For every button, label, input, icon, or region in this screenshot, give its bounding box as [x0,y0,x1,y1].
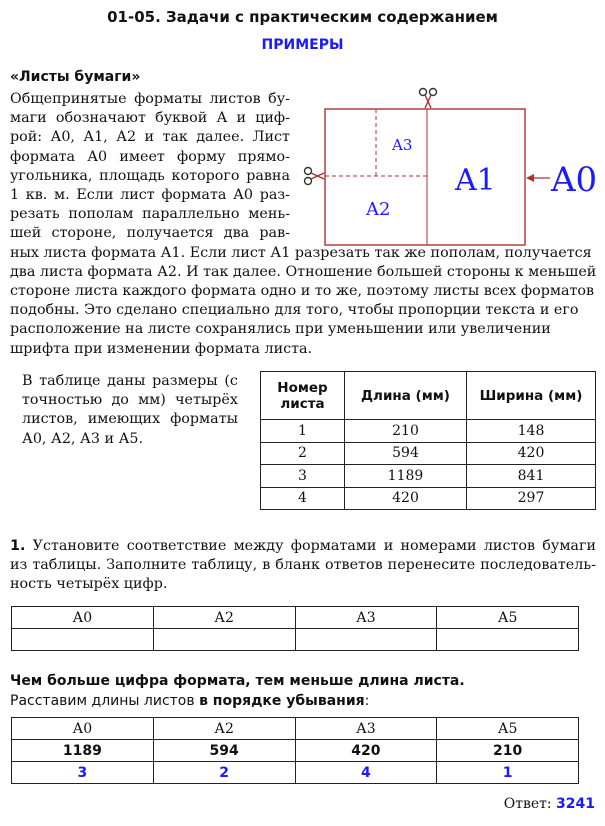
table-row [261,487,596,510]
problem-title: «Листы бумаги» [10,69,141,85]
table-cell: 594 [345,442,467,465]
final-answer [504,796,595,812]
text-line: маги обозначают буквой А и циф- [10,110,290,127]
text-line: из таблицы. Заполните таблицу, в бланк ответов перенесите последователь- [10,557,596,574]
label-a0: A0 [551,160,598,200]
intro-paragraph-wide [10,244,596,359]
table-cell: 1189 [345,465,467,488]
paper-sizes-table [260,371,596,510]
order-suffix: : [364,693,370,709]
order-bold: в порядке убывания [199,693,365,709]
table-row [261,442,596,465]
column-header: Ширина (мм) [467,372,596,420]
text-line: Общепринятые форматы листов бу- [10,91,290,107]
length-cell: 420 [295,740,437,762]
table-row [12,740,579,762]
examples-heading: ПРИМЕРЫ [261,37,344,53]
text-line: два листа формата А2. И так далее. Отношение большей стороны к меньшей [10,263,597,280]
table-header-row [261,372,596,420]
format-cell: А2 [153,607,295,629]
length-cell: 1189 [12,740,154,762]
sheet-number-cell: 1 [437,762,579,784]
text-line: подобны. Это сделано специально для того, чтобы пропорции текста и его [10,302,579,319]
table-row [261,420,596,443]
text-line: ность четырёх цифр. [10,576,168,593]
label-a3: A3 [392,136,413,154]
length-cell: 594 [153,740,295,762]
sheet-number-cell: 4 [295,762,437,784]
format-cell: А0 [12,718,154,740]
table-cell: 210 [345,420,467,443]
table-intro-paragraph [22,372,238,449]
format-cell: А5 [437,607,579,629]
answer-input-cell[interactable] [12,629,154,651]
table-row [12,607,579,629]
answer-grid-empty [11,606,579,651]
table-cell: 148 [467,420,596,443]
label-a2: A2 [366,199,391,220]
format-cell: А3 [295,718,437,740]
text-line: 1. Установите соответствие между форматами и номерами листов бумаги [10,538,596,554]
text-line: 1 кв. м. Если лист формата А0 раз- [10,187,290,204]
format-cell: А3 [295,607,437,629]
paper-format-diagram [300,84,605,254]
text-line: шрифта при изменении формата листа. [10,340,313,357]
solution-order [10,693,369,709]
text-line: А0, А2, А3 и А5. [22,430,144,447]
text-line: расположение на листе сохранялись при уменьшении или увеличении [10,321,551,338]
table-cell: 4 [261,487,345,510]
text-line: рой: А0, А1, А2 и так далее. Лист [10,129,290,146]
column-header: Длина (мм) [345,372,467,420]
scissors-icon [420,89,437,109]
table-row [261,465,596,488]
text-line: ных листа формата А1. Если лист А1 разрезать так же пополам, получается [10,244,592,261]
text-line: В таблице даны размеры (с [22,373,238,389]
answer-input-cell[interactable] [295,629,437,651]
answer-input-cell[interactable] [437,629,579,651]
table-cell: 420 [345,487,467,510]
table-cell: 2 [261,442,345,465]
order-prefix: Расставим длины листов [10,693,200,709]
page-title: 01-05. Задачи с практическим содержанием [107,8,498,26]
table-row [12,718,579,740]
table-row [12,762,579,784]
text-line: стороне листа каждого формата одно и то же, поэтому листы всех форматов [10,283,595,299]
task-statement [10,537,596,595]
answer-grid-filled [11,717,579,784]
text-line: листов, имеющих форматы [22,411,238,428]
table-cell: 297 [467,487,596,510]
column-header: Номер листа [261,372,345,420]
arrow-head [526,174,534,182]
format-cell: А5 [437,718,579,740]
answer-value: 3241 [556,796,595,812]
label-a1: A1 [455,163,496,198]
intro-paragraph-narrow [10,90,290,244]
format-cell: А2 [153,718,295,740]
length-cell: 210 [437,740,579,762]
table-cell: 3 [261,465,345,488]
table-row [12,629,579,651]
table-cell: 1 [261,420,345,443]
text-line: точностью до мм) четырёх [22,392,238,409]
scissors-icon [305,168,325,185]
format-cell: А0 [12,607,154,629]
table-cell: 841 [467,465,596,488]
text-line: шей стороне, получается два рав- [10,225,290,242]
text-line: угольника, площадь которого равна [10,167,290,184]
solution-rule: Чем больше цифра формата, тем меньше длина листа. [10,673,465,689]
sheet-number-cell: 2 [153,762,295,784]
text-line: формата А0 имеет форму прямо- [10,148,290,165]
table-cell: 420 [467,442,596,465]
answer-input-cell[interactable] [153,629,295,651]
sheet-number-cell: 3 [12,762,154,784]
answer-label: Ответ: [503,796,552,812]
text-line: резать пополам параллельно мень- [10,206,290,223]
